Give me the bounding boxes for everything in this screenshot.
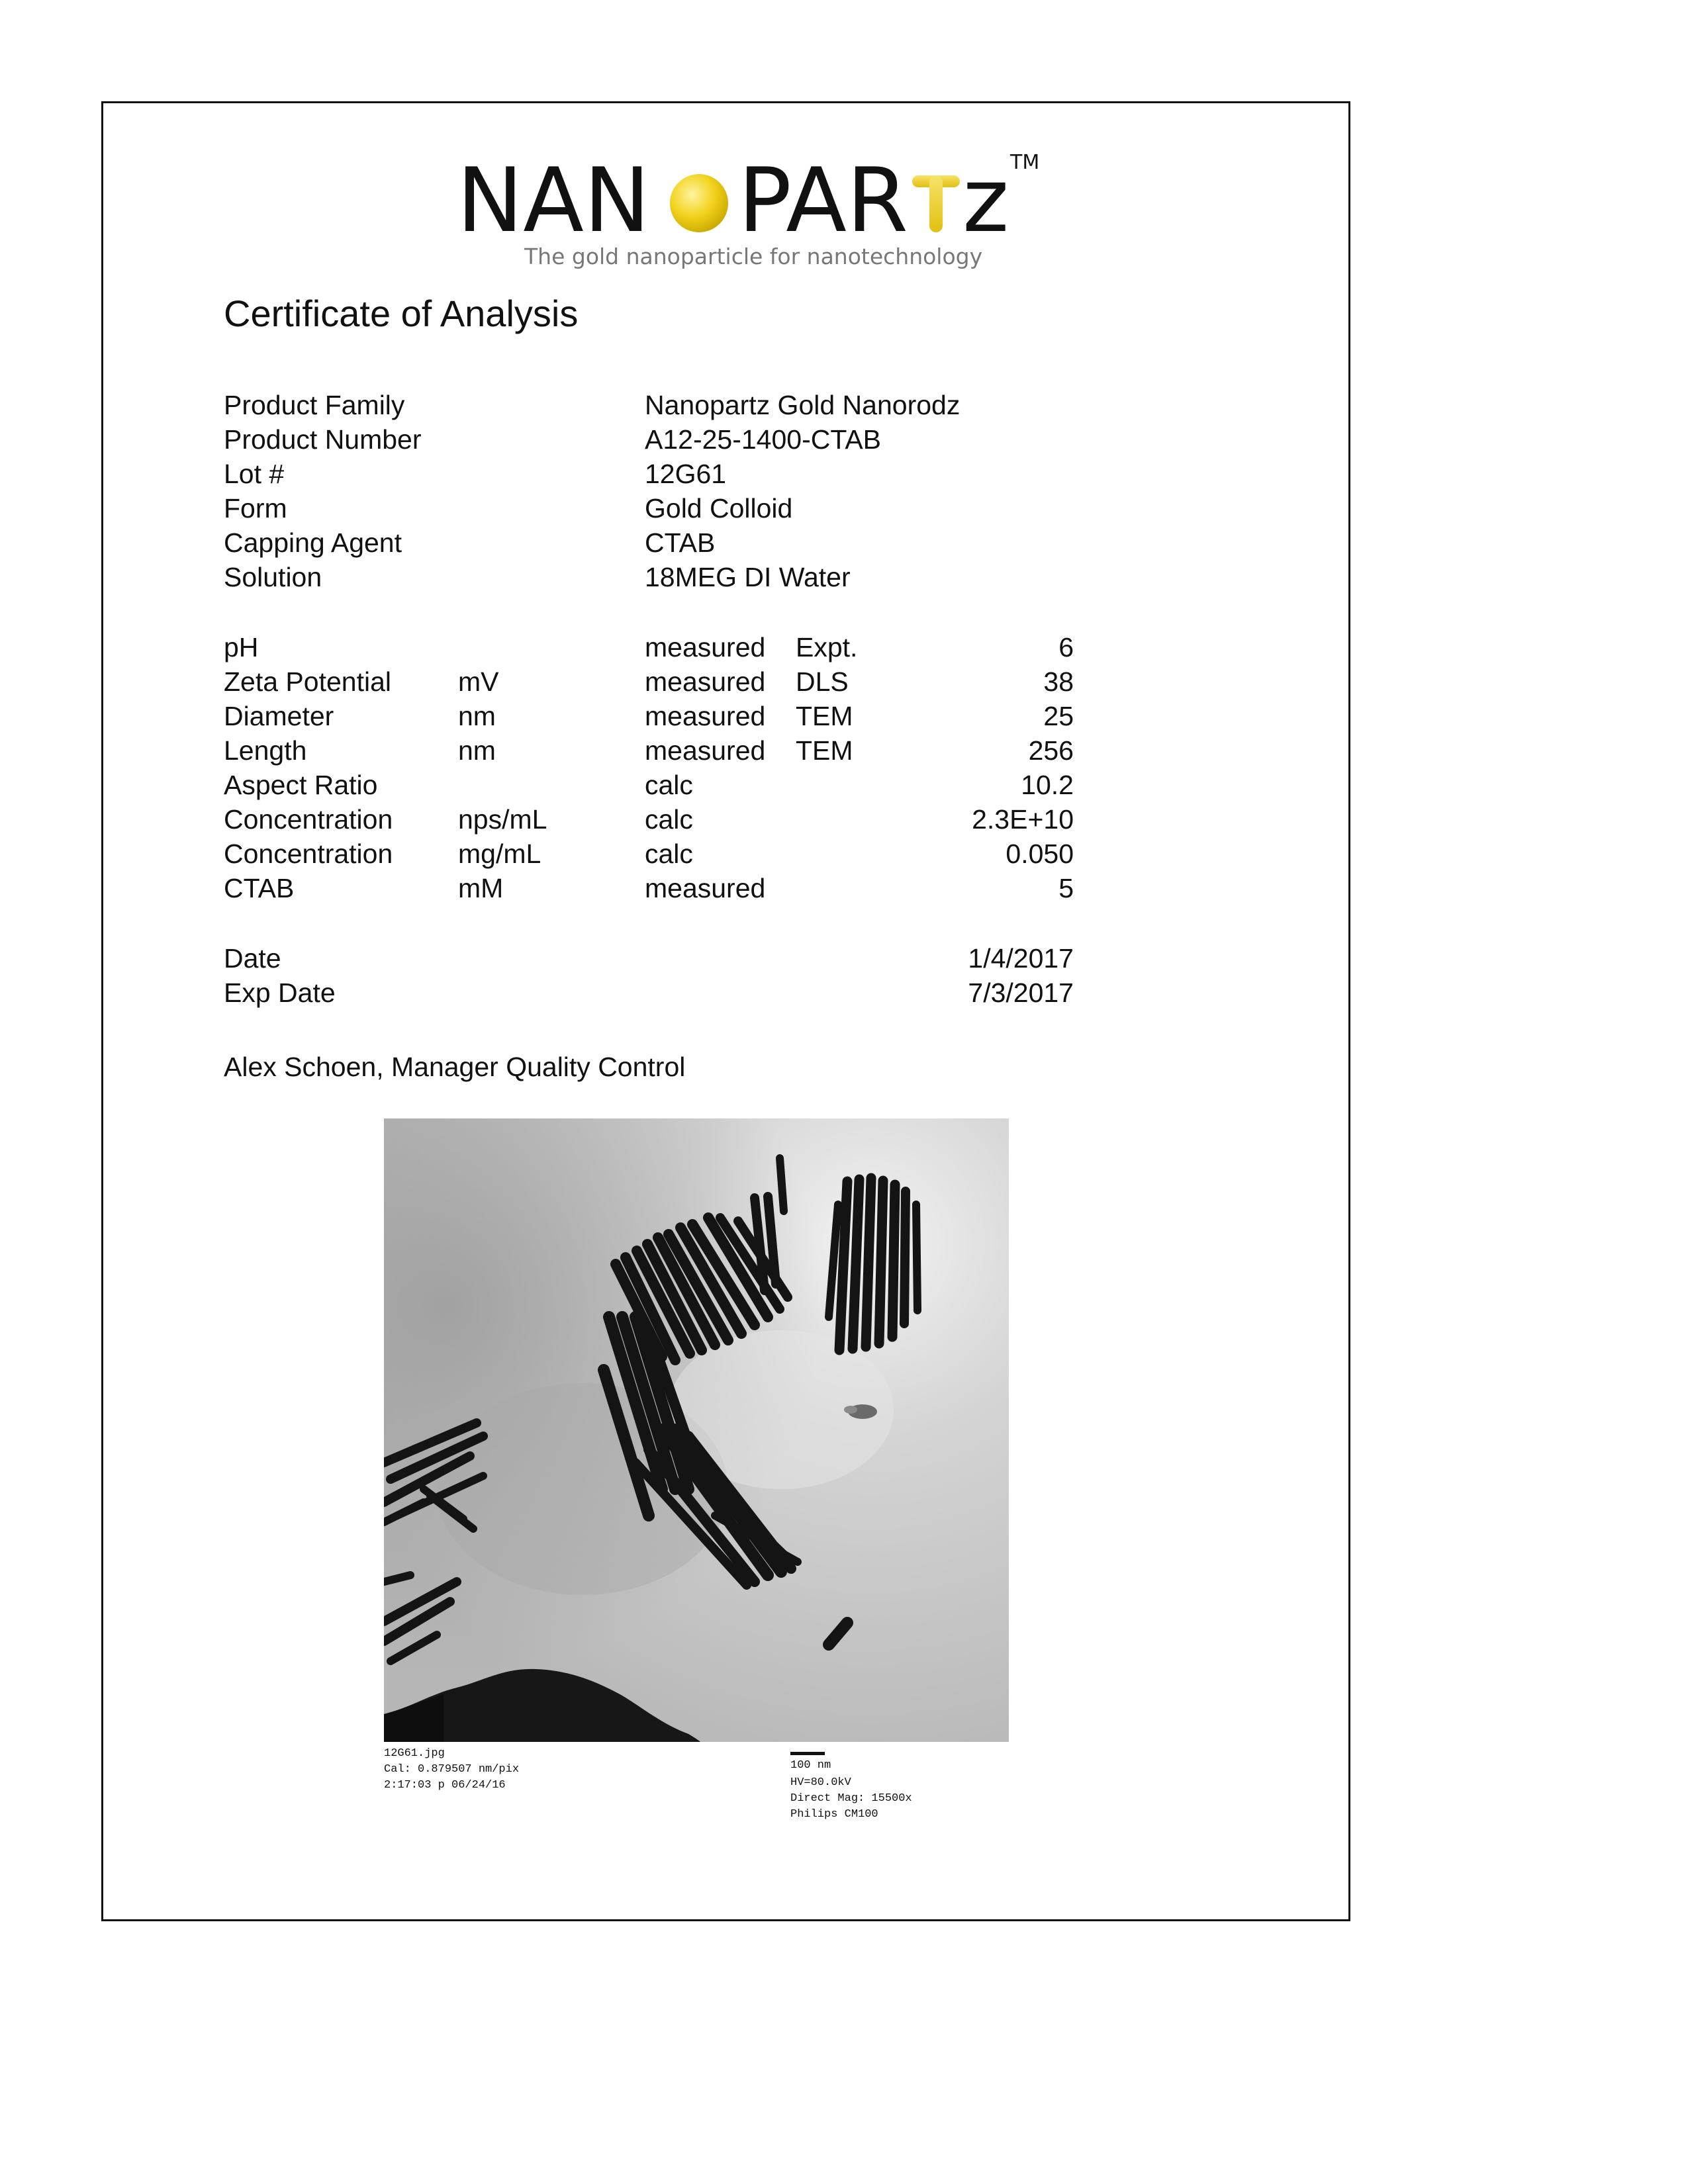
logo-tagline: The gold nanoparticle for nanotechnology (524, 244, 983, 269)
exp-date-value: 7/3/2017 (968, 978, 1074, 1008)
info-row (224, 525, 1074, 560)
gold-nanorod-t-icon (912, 175, 960, 232)
measurement-method: measured (645, 701, 766, 731)
measurement-method: measured (645, 873, 766, 903)
trademark-symbol: TM (1010, 151, 1040, 174)
date-label: Date (224, 943, 281, 974)
nanopartz-logo (457, 149, 1053, 275)
measurement-method: measured (645, 632, 766, 662)
measurement-row (224, 837, 1074, 871)
measurement-parameter: Diameter (224, 701, 334, 731)
measurement-parameter: CTAB (224, 873, 295, 903)
measurement-value: 2.3E+10 (972, 804, 1074, 835)
info-value: CTAB (645, 527, 716, 558)
measurement-row (224, 802, 1074, 837)
tem-filename: 12G61.jpg (384, 1747, 445, 1760)
info-row (224, 388, 1074, 422)
measurement-parameter: Concentration (224, 804, 393, 835)
measurement-method: calc (645, 804, 693, 835)
measurement-method: calc (645, 770, 693, 800)
measurement-unit: mV (458, 666, 499, 697)
tem-calibration: Cal: 0.879507 nm/pix (384, 1763, 520, 1776)
measurement-technique: TEM (796, 735, 853, 766)
measurement-value: 0.050 (1006, 839, 1074, 869)
measurement-unit: nm (458, 701, 496, 731)
measurement-parameter: Concentration (224, 839, 393, 869)
info-value: 18MEG DI Water (645, 562, 851, 592)
measurement-parameter: pH (224, 632, 259, 662)
measurement-unit: nm (458, 735, 496, 766)
measurement-unit: nps/mL (458, 804, 547, 835)
tem-instrument: Philips CM100 (790, 1808, 878, 1821)
measurement-unit: mM (458, 873, 504, 903)
measurement-row (224, 630, 1074, 664)
measurement-method: measured (645, 666, 766, 697)
measurement-parameter: Aspect Ratio (224, 770, 378, 800)
info-label: Lot # (224, 459, 285, 489)
measurement-row (224, 664, 1074, 699)
info-value: A12-25-1400-CTAB (645, 424, 882, 455)
date-value: 1/4/2017 (968, 943, 1074, 974)
tem-magnification: Direct Mag: 15500x (790, 1792, 912, 1805)
tem-voltage: HV=80.0kV (790, 1776, 851, 1789)
tem-timestamp: 2:17:03 p 06/24/16 (384, 1779, 506, 1792)
info-value: Nanopartz Gold Nanorodz (645, 390, 961, 420)
info-row (224, 422, 1074, 457)
measurement-value: 38 (1043, 666, 1074, 697)
measurement-parameter: Zeta Potential (224, 666, 391, 697)
info-label: Product Number (224, 424, 422, 455)
info-label: Product Family (224, 390, 405, 420)
measurement-technique: DLS (796, 666, 849, 697)
measurement-row (224, 768, 1074, 802)
info-row (224, 457, 1074, 491)
measurement-value: 10.2 (1021, 770, 1074, 800)
tem-scale-bar (790, 1752, 825, 1755)
exp-date-row (224, 976, 1074, 1010)
exp-date-label: Exp Date (224, 978, 336, 1008)
measurement-row (224, 733, 1074, 768)
measurement-technique: Expt. (796, 632, 858, 662)
measurement-value: 5 (1058, 873, 1074, 903)
info-value: 12G61 (645, 459, 727, 489)
measurement-method: calc (645, 839, 693, 869)
logo-text-z: z (962, 149, 1009, 252)
measurement-value: 6 (1058, 632, 1074, 662)
measurement-row (224, 699, 1074, 733)
measurement-method: measured (645, 735, 766, 766)
info-label: Capping Agent (224, 527, 402, 558)
info-row (224, 560, 1074, 594)
info-label: Solution (224, 562, 322, 592)
measurement-value: 25 (1043, 701, 1074, 731)
info-value: Gold Colloid (645, 493, 793, 523)
measurement-value: 256 (1028, 735, 1074, 766)
gold-nanoparticle-icon (670, 174, 728, 232)
measurement-technique: TEM (796, 701, 853, 731)
measurement-parameter: Length (224, 735, 307, 766)
tem-scale-label: 100 nm (790, 1759, 831, 1772)
date-row (224, 941, 1074, 976)
logo-text-nan: NAN (457, 149, 651, 252)
logo-text-par: PAR (738, 149, 909, 252)
measurement-unit: mg/mL (458, 839, 541, 869)
info-label: Form (224, 493, 287, 523)
document-title: Certificate of Analysis (224, 293, 579, 334)
signatory: Alex Schoen, Manager Quality Control (224, 1052, 686, 1082)
info-row (224, 491, 1074, 525)
measurement-row (224, 871, 1074, 905)
tem-micrograph (384, 1118, 1009, 1742)
